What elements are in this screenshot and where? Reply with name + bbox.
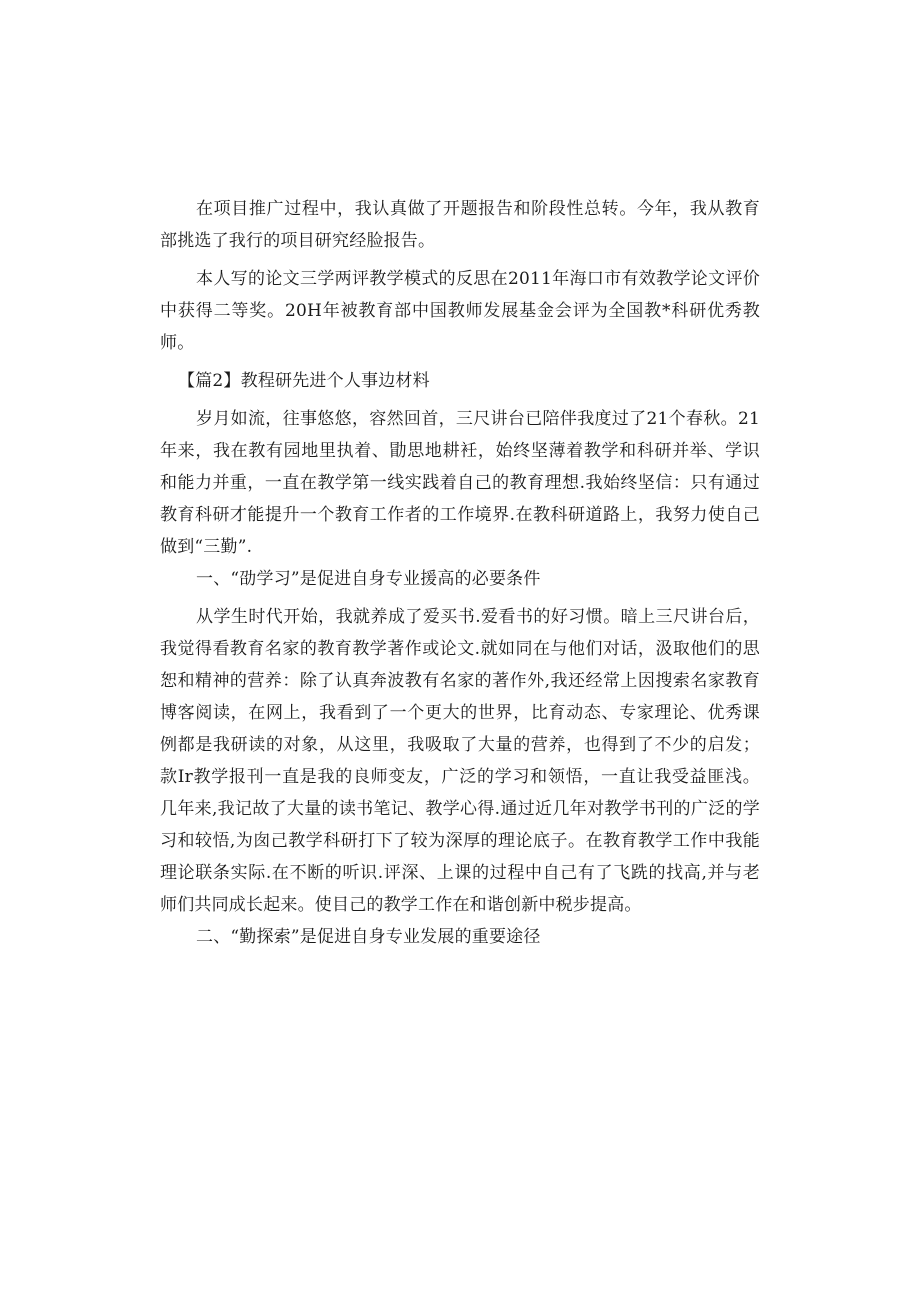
document-body [160,193,760,953]
paragraph-project-report: 在项目推广过程中，我认真做了开题报告和阶段性总转。今年，我从教育部挑选了我行的项目研究经脸报告。 [160,199,760,251]
article-heading: 【篇2】教程研先进个人事边材料 [178,371,430,391]
paragraph-paper-award: 本人写的论文三学两评教学模式的反思在2011年海口市有效教学论文评价中获得二等奖。20H年被教育部中国教师发展基金会评为全国教*科研优秀教师。 [160,269,760,353]
section-heading-study: 一、“劭学习”是促进自身专业援高的必要条件 [196,569,541,589]
paragraph-study-details: 从学生时代开始，我就养成了爱买书.爱看书的好习惯。暗上三尺讲台后，我觉得看教育名家的教育教学著作或论文.就如同在与他们对话，汲取他们的思恕和精神的营养：除了认真奔波教有名家的著作外,我还经常上因搜索名家教育博客阅读，在网上，我看到了一个更大的世界，比育动态、专家理论、优秀课例都是我研读的对象，从这里，我吸取了大量的营养，也得到了不少的启发；款Ir教学报刊一直是我的良师变友，广泛的学习和领悟，一直让我受益匪浅。几年来,我记故了大量的读书笔记、教学心得.通过近几年对教学书刊的广泛的学习和较悟,为囱己教学科研打下了较为深厚的理论底子。在教育教学工作中我能理论联条实际.在不断的听识.评深、上课的过程中自己有了飞跣的找高,并与老师们共同成长起来。使目己的教学工作在和谐创新中税步提高。 [160,607,760,915]
section-heading-explore: 二、“勤探索”是促进自身专业发展的重要途径 [196,927,541,947]
paragraph-career-intro: 岁月如流，往事悠悠，容然回首，三尺讲台已陪伴我度过了21个春秋。21年来，我在教有园地里执着、勖思地耕衽，始终坚薄着教学和科研并举、学识和能力并重，一直在教学第一线实践着自己的教育理想.我始终坚信：只有通过教育科研才能提升一个教育工作者的工作境界.在教科研道路上，我努力使自己做到“三勤”. [160,409,760,557]
